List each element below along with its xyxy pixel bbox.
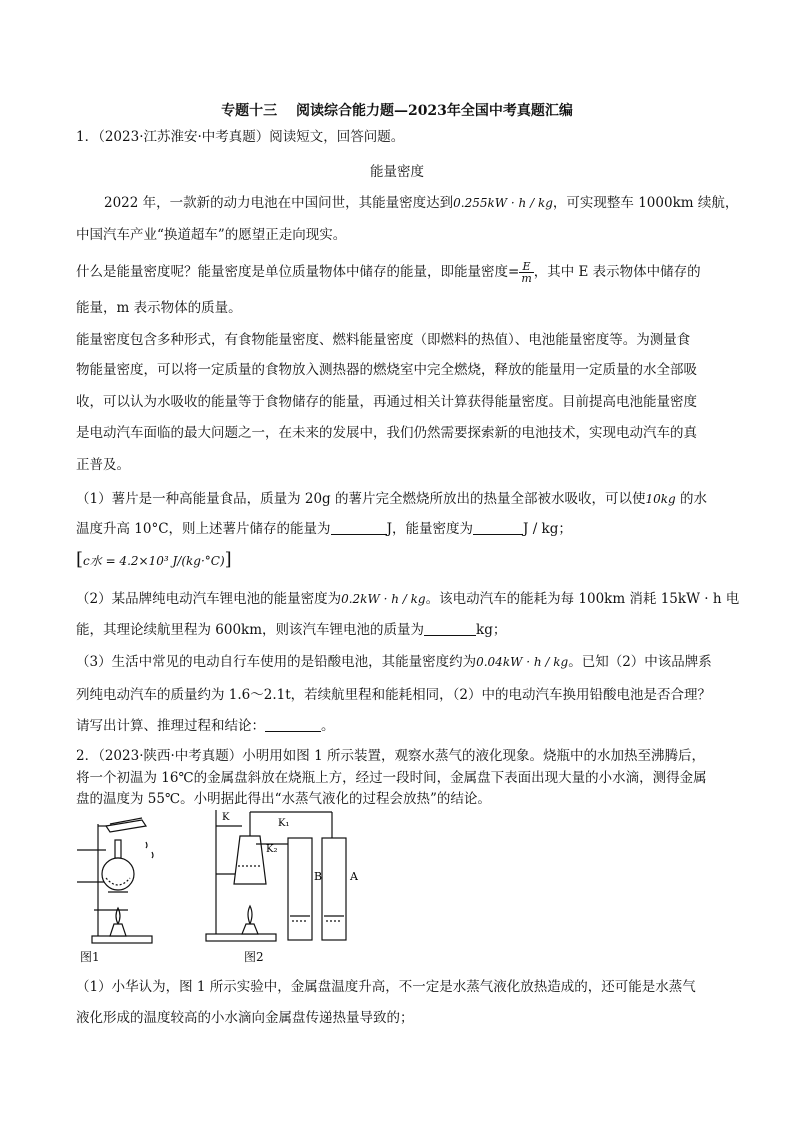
q2-s1-line2: 液化形成的温度较高的小水滴向金属盘传递热量导致的； (76, 1010, 414, 1026)
figure-2-caption: 图2 (244, 950, 264, 964)
q1-s1-line1 (76, 489, 726, 509)
figure-1-flask-apparatus (76, 812, 176, 947)
q2-line2: 将一个初温为 16℃的金属盘斜放在烧瓶上方，经过一段时间，金属盘下表面出现大量的小水滴，测得金属 (76, 770, 707, 786)
q1-s1-line3 (76, 550, 726, 571)
label-k2: K₂ (266, 844, 278, 855)
text: J / kg； (522, 521, 572, 537)
text: 。该电动汽车的能耗为每 100km 消耗 15kW · h 电 (425, 591, 740, 607)
document-title: 专题十三 阅读综合能力题—2023年全国中考真题汇编 (221, 103, 573, 119)
text: kg； (476, 622, 507, 638)
q1-s1-line2 (76, 519, 726, 539)
text: 的水 (675, 491, 708, 507)
q1-s3-line2: 列纯电动汽车的质量约为 1.6～2.1t，若续航里程和能耗相同，（2）中的电动汽车换用铅酸电池是否合理？ (76, 687, 711, 703)
q1-p3-line5: 正普及。 (76, 457, 130, 473)
text: ，其中 E 表示物体中储存的 (533, 264, 701, 280)
text: 能，其理论续航里程为 600km，则该汽车锂电池的质量为 (76, 622, 425, 638)
q1-heading: 能量密度 (370, 164, 424, 180)
answer-blank-mass[interactable] (424, 621, 476, 636)
q1-s2-line1 (76, 589, 740, 609)
figure-2-apparatus (204, 806, 364, 946)
text: J，能量密度为 (386, 521, 473, 537)
text: 请写出计算、推理过程和结论： (76, 718, 265, 734)
q2-s1-line1: （1）小华认为，图 1 所示实验中，金属盘温度升高，不一定是水蒸气液化放热造成的，还可能是水蒸气 (76, 979, 696, 995)
q1-p3-line2: 物能量密度，可以将一定质量的食物放入测热器的燃烧室中完全燃烧，释放的能量用一定质量的水全部吸 (76, 362, 697, 378)
figure-1-caption: 图1 (80, 950, 100, 964)
q1-s3-line1 (76, 652, 726, 672)
q2-line3: 盘的温度为 55℃。小明据此得出“水蒸气液化的过程会放热”的结论。 (76, 791, 491, 807)
fraction-denominator: m (521, 272, 532, 285)
q1-p1-line1 (104, 193, 739, 213)
text: 。已知（2）中该品牌系 (568, 654, 712, 670)
label-b: B (314, 870, 323, 883)
text: 温度升高 10°C，则上述薯片储存的能量为 (76, 521, 331, 537)
math-mass: 10kg (645, 492, 676, 506)
bracket-right: ] (224, 549, 232, 570)
q1-p2-line2: 能量，m 表示物体的质量。 (76, 300, 242, 316)
text: （2）某品牌纯电动汽车锂电池的能量密度为 (76, 591, 342, 607)
math-specific-heat: c水 = 4.2×10³ J/(kg·°C) (83, 554, 225, 568)
q1-intro: 1．（2023·江苏淮安·中考真题）阅读短文，回答问题。 (76, 129, 405, 145)
label-a: A (350, 870, 358, 883)
text: （3）生活中常见的电动自行车使用的是铅酸电池，其能量密度约为 (76, 654, 477, 670)
bracket-left: [ (76, 549, 84, 570)
answer-blank-density[interactable] (473, 520, 523, 535)
text: 。 (321, 718, 335, 734)
q2-line1: 2．（2023·陕西·中考真题）小明用如图 1 所示装置，观察水蒸气的液化现象。烧瓶中的水加热至沸腾后， (76, 748, 705, 764)
math-energy-density: 0.255kW · h / kg (453, 196, 553, 210)
fraction-numerator: E (519, 261, 533, 273)
text: 2022 年，一款新的动力电池在中国问世，其能量密度达到 (104, 195, 454, 211)
q1-s3-line3 (76, 716, 726, 736)
q1-p2-line1 (76, 260, 726, 284)
q1-p3-line3: 收，可以认为水吸收的能量等于食物储存的能量，再通过相关计算获得能量密度。目前提高电池能量密度 (76, 394, 697, 410)
q1-p1-line2: 中国汽车产业“换道超车”的愿望正走向现实。 (76, 227, 347, 243)
text: ，可实现整车 1000km 续航， (552, 195, 739, 211)
label-k1: K₁ (278, 818, 290, 829)
math-li-density: 0.2kW · h / kg (341, 592, 426, 606)
text: （1）薯片是一种高能量食品，质量为 20g 的薯片完全燃烧所放出的热量全部被水吸收，可以使 (76, 491, 646, 507)
fraction-e-over-m (519, 261, 533, 284)
q1-s2-line2 (76, 620, 726, 640)
text: 什么是能量密度呢？能量密度是单位质量物体中储存的能量，即能量密度= (76, 264, 520, 280)
q1-p3-line1: 能量密度包含多种形式，有食物能量密度、燃料能量密度（即燃料的热值）、电池能量密度等。为测量食 (76, 332, 691, 348)
q1-p3-line4: 是电动汽车面临的最大问题之一，在未来的发展中，我们仍然需要探索新的电池技术，实现电动汽车的真 (76, 425, 697, 441)
math-lead-density: 0.04kW · h / kg (476, 655, 569, 669)
label-k: K (222, 812, 230, 823)
answer-blank-reasoning[interactable] (265, 717, 321, 732)
answer-blank-energy[interactable] (331, 520, 387, 535)
